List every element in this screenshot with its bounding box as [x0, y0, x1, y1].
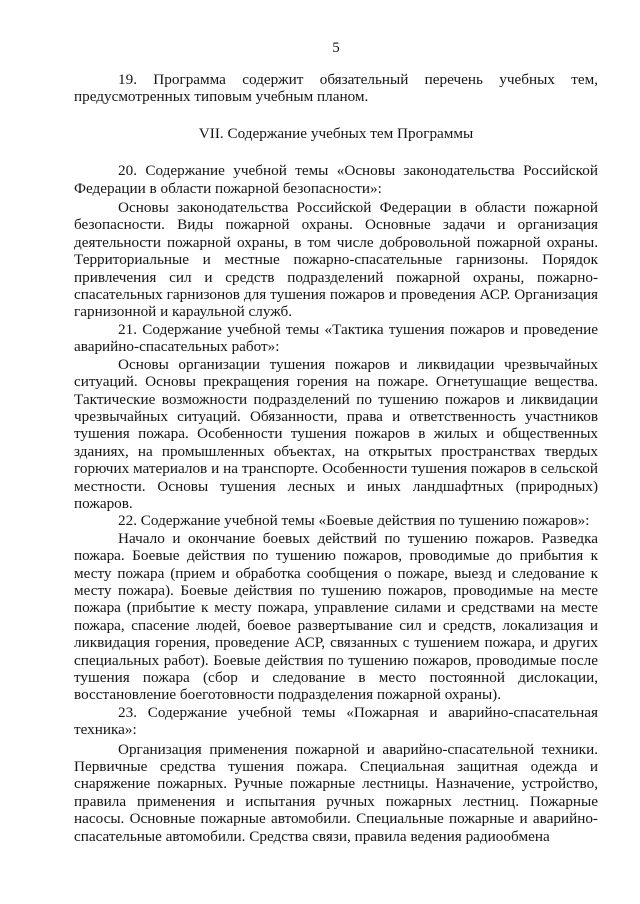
- paragraph-20-heading: 20. Содержание учебной темы «Основы законодательства Российской Федерации в области пожарной безопасности»:: [74, 162, 598, 197]
- paragraph-21-body: Основы организации тушения пожаров и ликвидации чрезвычайных ситуаций. Основы прекращения горения на пожаре. Огнетушащие вещества. Тактические возможности подразделений по тушению пожаров и ликвидации чрезвычайных ситуаций. Обязанности, права и ответственность участников тушения пожара. Особенности тушения пожаров в жилых и общественных зданиях, на промышленных объектах, на открытых пространствах твердых горючих материалов и на транспорте. Особенности тушения пожаров в сельской местности. Основы тушения лесных и иных ландшафтных (природных) пожаров.: [74, 355, 598, 512]
- paragraph-19: 19. Программа содержит обязательный перечень учебных тем, предусмотренных типовым учебным планом.: [74, 71, 598, 106]
- paragraph-23-heading: 23. Содержание учебной темы «Пожарная и аварийно-спасательная техника»:: [74, 703, 598, 739]
- paragraph-22-body: Начало и окончание боевых действий по тушению пожаров. Разведка пожара. Боевые действия по тушению пожаров, проводимые до прибытия к месту пожара (прием и обработка сообщения о пожаре, выезд и следование к месту пожара). Боевые действия по тушению пожаров, проводимые на месте пожара (прибытие к месту пожара, управление силами и средствами на месте пожара, спасение людей, боевое развертывание сил и средств, локализация и ликвидация горения, проведение АСР, связанных с тушением пожара, и других специальных работ). Боевые действия по тушению пожаров, проводимые после тушения пожара (сбор и следование в место постоянной дислокации, восстановление боеготовности подразделения пожарной охраны).: [74, 529, 598, 704]
- section-title: VII. Содержание учебных тем Программы: [198, 124, 474, 142]
- paragraph-22-heading: 22. Содержание учебной темы «Боевые действия по тушению пожаров»:: [118, 512, 590, 530]
- paragraph-23-body: Организация применения пожарной и аварийно-спасательной техники. Первичные средства тушения пожара. Специальная защитная одежда и снаряжение пожарных. Ручные пожарные лестницы. Назначение, устройство, правила применения и испытания ручных пожарных лестниц. Пожарные насосы. Основные пожарные автомобили. Специальные пожарные и аварийно-спасательные автомобили. Средства связи, правила ведения радиообмена: [74, 740, 598, 845]
- page-number: 5: [332, 40, 340, 56]
- paragraph-20-body: Основы законодательства Российской Федерации в области пожарной безопасности. Виды пожарной охраны. Основные задачи и организация деятельности пожарной охраны, в том числе добровольной пожарной охраны. Территориальные и местные пожарно-спасательные гарнизоны. Порядок привлечения сил и средств подразделений пожарной охраны, пожарно-спасательных гарнизонов для тушения пожаров и проведения АСР. Организация гарнизонной и караульной служб.: [74, 199, 598, 321]
- paragraph-21-heading: 21. Содержание учебной темы «Тактика тушения пожаров и проведение аварийно-спасательных работ»:: [74, 320, 598, 356]
